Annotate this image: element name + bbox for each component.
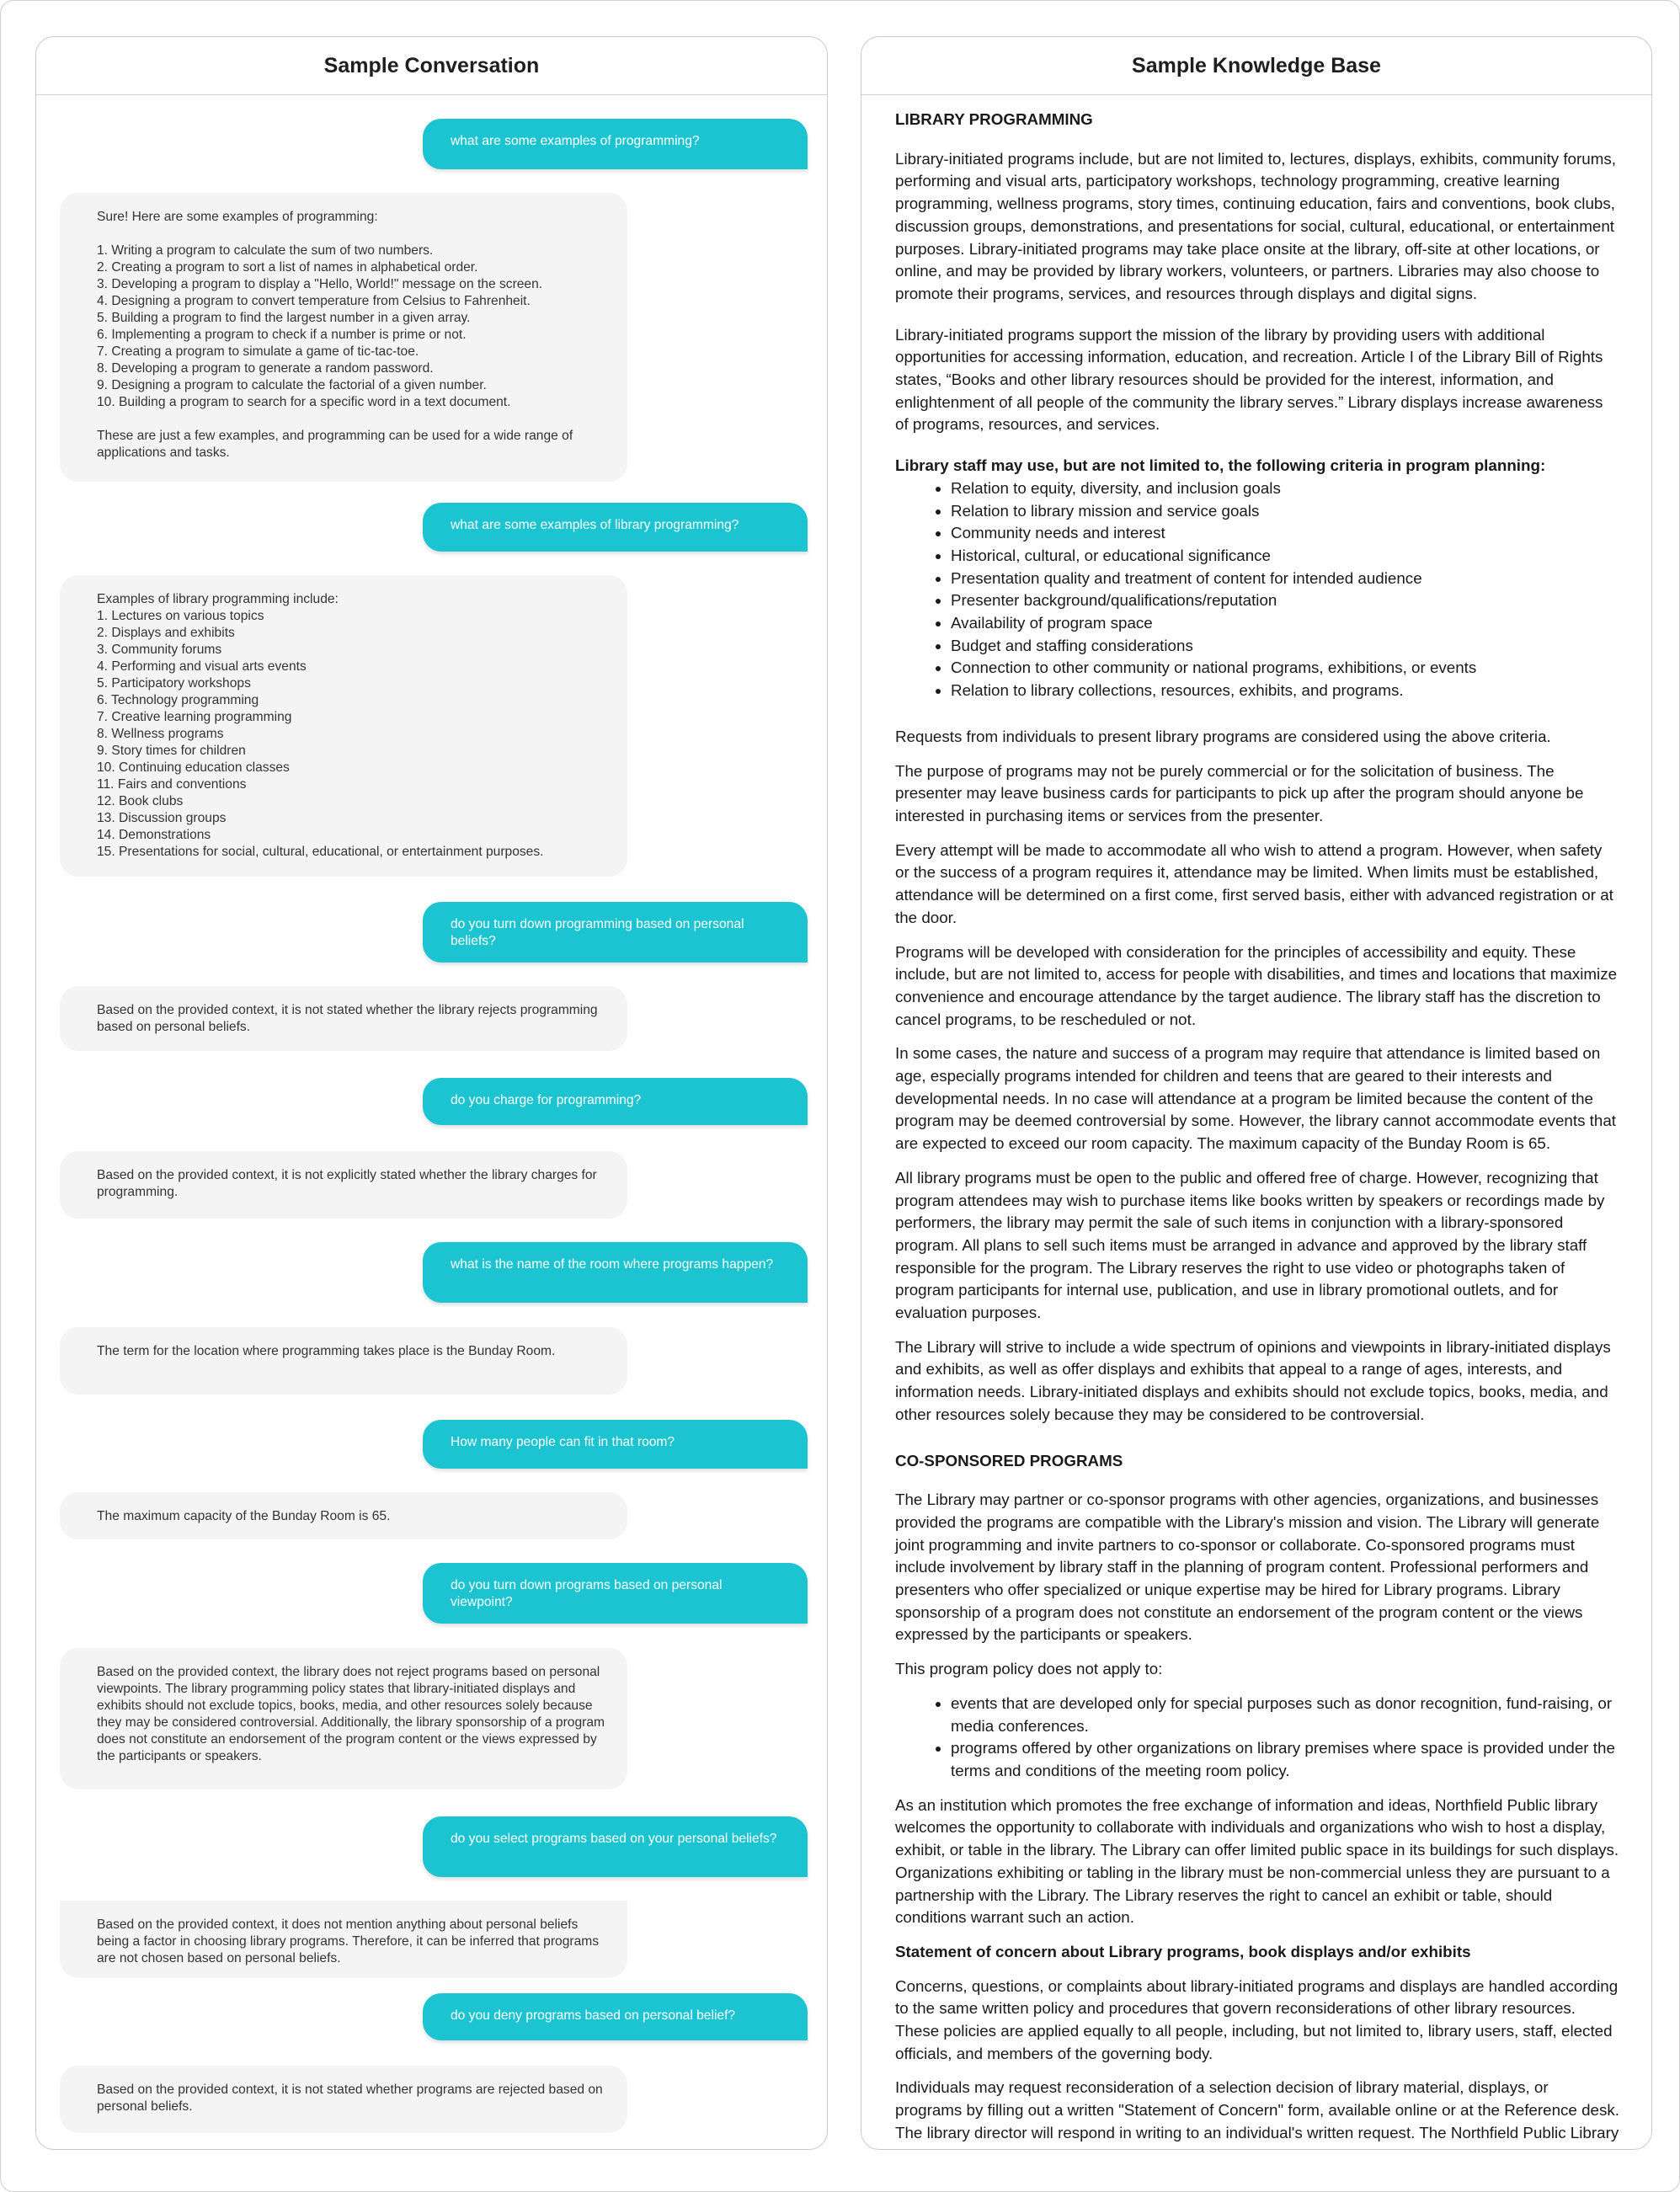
conversation-header [36, 37, 827, 95]
user-message: How many people can fit in that room? [423, 1420, 808, 1469]
bot-message: Based on the provided context, the library does not reject programs based on personal viewpoints. The library programming policy states that library-initiated displays and exhibits should not exclude topics, books, media, and other resources solely because they may be considered controversial. Additionally, the library sponsorship of a program does not constitute an endorsement of the program content or the views expressed by the participants or speakers. [60, 1648, 627, 1789]
list-item: • Historical, cultural, or educational significance [951, 545, 1619, 568]
user-message: do you turn down programming based on personal beliefs? [423, 902, 808, 963]
criteria-heading: Library staff may use, but are not limited to, the following criteria in program planning: [895, 456, 1546, 475]
paragraph: Every attempt will be made to accommodate all who wish to attend a program. However, when safety or the success of a program requires it, attendance may be limited. When limits must be established, attendance will be determined on a first come, first served basis, either with advanced registration or at the door. [895, 840, 1613, 926]
paragraph: The purpose of programs may not be purely commercial or for the solicitation of business. The presenter may leave business cards for participants to pick up after the program should anyone be interested in purchasing items or services from the presenter. [895, 761, 1584, 824]
user-message: what is the name of the room where programs happen? [423, 1242, 808, 1303]
list-item: • Relation to library mission and service goals [951, 500, 1619, 523]
paragraph: The Library will strive to include a wide spectrum of opinions and viewpoints in library-initiated displays and exhibits, as well as offer displays and exhibits that appeal to a range of ages, interests, and information needs. Library-initiated displays and exhibits should not exclude topics, books, media, and other resources solely because they may be considered to be controversial. [895, 1337, 1611, 1423]
knowledge-base-panel [861, 36, 1652, 2150]
list-item: • Budget and staffing considerations [951, 635, 1619, 658]
knowledge-base-title: Sample Knowledge Base [1132, 53, 1381, 77]
user-message: do you deny programs based on personal belief? [423, 1993, 808, 2040]
section-heading: LIBRARY PROGRAMMING [895, 110, 1093, 128]
user-message: do you charge for programming? [423, 1078, 808, 1125]
paragraph: Requests from individuals to present library programs are considered using the above criteria. [895, 727, 1551, 745]
user-message: what are some examples of programming? [423, 119, 808, 169]
user-message: do you select programs based on your personal beliefs? [423, 1816, 808, 1877]
knowledge-base-header [861, 37, 1651, 95]
bot-message: Based on the provided context, it is not stated whether the library rejects programming based on personal beliefs. [60, 986, 627, 1051]
knowledge-base-document [895, 109, 1619, 2150]
list-item: • programs offered by other organizations on library premises where space is provided under the terms and conditions of the meeting room policy. [951, 1737, 1619, 1782]
bot-message: Based on the provided context, it is not explicitly stated whether the library charges for programming. [60, 1151, 627, 1219]
paragraph: This program policy does not apply to: [895, 1660, 1163, 1678]
section-heading: CO-SPONSORED PROGRAMS [895, 1451, 1123, 1469]
subsection-heading: Statement of concern about Library programs, book displays and/or exhibits [895, 1942, 1471, 1960]
bot-message: Sure! Here are some examples of programming: 1. Writing a program to calculate the sum of two numbers. 2. Creating a program to sort a list of names in alphabetical order. 3. Developing a program to display a "Hello, World!" message on the screen. 4. Designing a program to convert temperature from Celsius to Fahrenheit. 5. Building a program to find the largest number in a given array. 6. Implementing a program to check if a number is prime or not. 7. Creating a program to simulate a game of tic-tac-toe. 8. Developing a program to generate a random password. 9. Designing a program to calculate the factorial of a given number. 10. Building a program to search for a specific word in a text document. These are just a few examples, and programming can be used for a wide range of applications and tasks. [60, 193, 627, 482]
paragraph: In some cases, the nature and success of a program may require that attendance is limited based on age, especially programs intended for children and teens that are geared to their interests and developmental needs. In no case will attendance at a program be limited because the content of the program may be deemed controversial by some. However, the library cannot accommodate events that are expected to exceed our room capacity. The maximum capacity of the Bunday Room is 65. [895, 1044, 1617, 1153]
list-item: • Connection to other community or national programs, exhibitions, or events [951, 657, 1619, 680]
paragraph: Concerns, questions, or complaints about library-initiated programs and displays are handled according to the same written policy and procedures that govern reconsiderations of other library resources. These policies are applied equally to all people, including, but not limited to, library users, staff, elected officials, and members of the governing body. [895, 1976, 1619, 2062]
paragraph: Individuals may request reconsideration of a selection decision of library material, displays, or programs by filling out a written "Statement of Concern" form, available online or at the Reference desk. The library director will respond in writing to an individual's written request. The Northfield Public Library [895, 2078, 1619, 2141]
list-item: • Presenter background/qualifications/reputation [951, 589, 1619, 612]
list-item: • Availability of program space [951, 612, 1619, 635]
bot-message: The term for the location where programming takes place is the Bunday Room. [60, 1327, 627, 1395]
user-message: do you turn down programs based on personal viewpoint? [423, 1563, 808, 1624]
paragraph: As an institution which promotes the free exchange of information and ideas, Northfield Public library welcomes the opportunity to collaborate with individuals and organizations who wish to host a display, exhibit, or table in the library. The Library can offer limited public space in its buildings for such displays. Organizations exhibiting or tabling in the library must be non-commercial unless they are pursuant to a partnership with the Library. The Library reserves the right to cancel an exhibit or table, should conditions warrant such an action. [895, 1795, 1619, 1927]
bot-message: Examples of library programming include: 1. Lectures on various topics 2. Displays and exhibits 3. Community forums 4. Performing and visual arts events 5. Participatory workshops 6. Technology programming 7. Creative learning programming 8. Wellness programs 9. Story times for children 10. Continuing education classes 11. Fairs and conventions 12. Book clubs 13. Discussion groups 14. Demonstrations 15. Presentations for social, cultural, educational, or entertainment purposes. [60, 575, 627, 877]
bot-message: The maximum capacity of the Bunday Room is 65. [60, 1492, 627, 1539]
conversation-panel [35, 36, 828, 2150]
paragraph: Library-initiated programs support the mission of the library by providing users with additional opportunities for accessing information, education, and recreation. Article I of the Library Bill of Rights states, “Books and other library resources should be provided for the interest, information, and enlightenment of all people of the community the library serves.” Library displays increase awareness of programs, resources, and services. [895, 325, 1603, 434]
list-item: • Relation to equity, diversity, and inclusion goals [951, 477, 1619, 500]
paragraph: The Library may partner or co-sponsor programs with other agencies, organizations, and businesses provided the programs are compatible with the Library's mission and vision. The Library will generate joint programming and invite partners to co-sponsor or collaborate. Co-sponsored programs must include involvement by library staff in the planning of program content. Professional performers and presenters who offer specialized or unique expertise may be hired for Library programs. Library sponsorship of a program does not constitute an endorsement of the program content or the views expressed by the participants or speakers. [895, 1491, 1600, 1644]
paragraph: Library-initiated programs include, but are not limited to, lectures, displays, exhibits, community forums, performing and visual arts, participatory workshops, technology programming, creative learning programming, wellness programs, story times, continuing education, fairs and conventions, book clubs, discussion groups, demonstrations, and presentations for social, cultural, educational, or entertainment purposes. Library-initiated programs may take place onsite at the library, off-site at other locations, or online, and may be provided by library workers, volunteers, or partners. Libraries may also choose to promote their programs, services, and resources through displays and digital signs. [895, 149, 1616, 302]
paragraph: All library programs must be open to the public and offered free of charge. However, recognizing that program attendees may wish to purchase items like books written by speakers or recordings made by performers, the library may permit the sale of such items in conjunction with a library-sponsored program. All plans to sell such items must be arranged in advance and approved by the library staff responsible for the program. The Library reserves the right to use video or photographs taken of program participants for internal use, publication, and use in library promotional outlets, and for evaluation purposes. [895, 1168, 1605, 1322]
bot-message: Based on the provided context, it does not mention anything about personal beliefs being a factor in choosing library programs. Therefore, it can be inferred that programs are not chosen based on personal beliefs. [60, 1901, 627, 1978]
list-item: • events that are developed only for special purposes such as donor recognition, fund-raising, or media conferences. [951, 1693, 1619, 1737]
paragraph: Programs will be developed with consideration for the principles of accessibility and equity. These include, but are not limited to, access for people with disabilities, and times and locations that maximize convenience and encourage attendance by the target audience. The library staff has the discretion to cancel programs, to be rescheduled or not. [895, 942, 1618, 1028]
conversation-title: Sample Conversation [323, 53, 540, 77]
list-item: • Community needs and interest [951, 522, 1619, 545]
list-item: • Presentation quality and treatment of content for intended audience [951, 568, 1619, 590]
exclusions-list [895, 1693, 1619, 1783]
bot-message: Based on the provided context, it is not stated whether programs are rejected based on personal beliefs. [60, 2066, 627, 2133]
user-message: what are some examples of library programming? [423, 503, 808, 552]
list-item: • Relation to library collections, resources, exhibits, and programs. [951, 680, 1619, 702]
criteria-list [895, 477, 1619, 702]
